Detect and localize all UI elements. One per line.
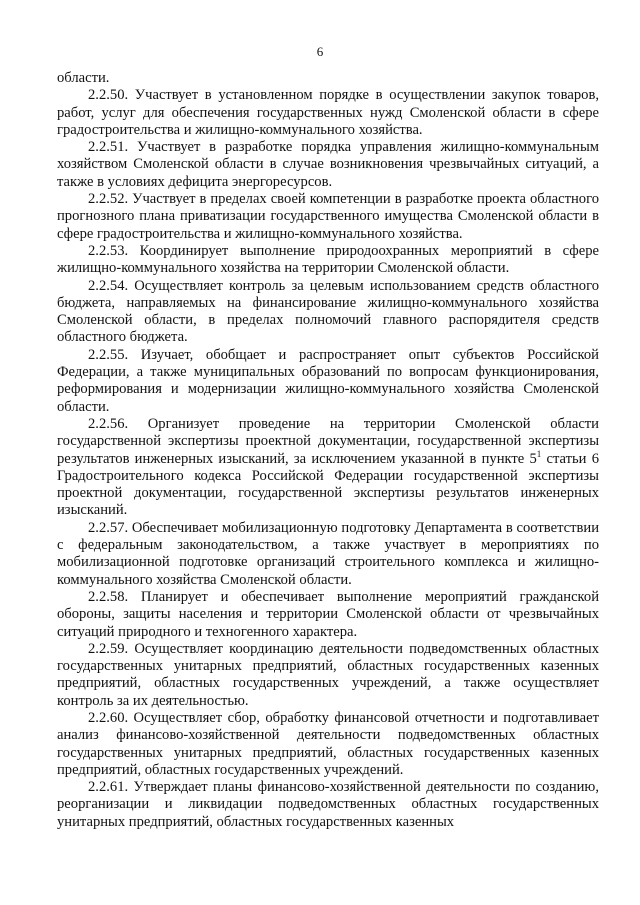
paragraph-2-2-60: 2.2.60. Осуществляет сбор, обработку финансовой отчетности и подготавливает анализ финансово-хозяйственной деятельности подведомственных областных государственных унитарных предприятий, областных государственных казенных предприятий, областных государственных учреждений.	[57, 709, 599, 778]
paragraph-2-2-53: 2.2.53. Координирует выполнение природоохранных мероприятий в сфере жилищно-коммунального хозяйства на территории Смоленской области.	[57, 242, 599, 277]
page-number: 6	[316, 44, 324, 59]
paragraph-2-2-58: 2.2.58. Планирует и обеспечивает выполнение мероприятий гражданской обороны, защиты населения и территории Смоленской области от чрезвычайных ситуаций природного и техногенного характера.	[57, 588, 599, 640]
footnote-superscript: 1	[536, 448, 542, 459]
paragraph-2-2-56-before: 2.2.56. Организует проведение на территории Смоленской области государственной экспертизы проектной документации, государственной экспертизы результатов инженерных изысканий, за исключением указанной в пункте 5	[57, 415, 599, 467]
paragraph-2-2-52: 2.2.52. Участвует в пределах своей компетенции в разработке проекта областного прогнозного плана приватизации государственного имущества Смоленской области в сфере градостроительства и жилищно-коммунального хозяйства.	[57, 191, 599, 242]
paragraph-2-2-55: 2.2.55. Изучает, обобщает и распространяет опыт субъектов Российской Федерации, а также муниципальных образований по вопросам функционирования, реформирования и модернизации жилищно-коммунального хозяйства Смоленской области.	[57, 346, 599, 415]
paragraph-2-2-59: 2.2.59. Осуществляет координацию деятельности подведомственных областных государственных унитарных предприятий, областных государственных казенных предприятий, областных государственных учреждений, а также осуществляет контроль за их деятельностью.	[57, 640, 599, 709]
paragraph-2-2-61: 2.2.61. Утверждает планы финансово-хозяйственной деятельности по созданию, реорганизации и ликвидации подведомственных областных государственных унитарных предприятий, областных государственных казенных	[57, 779, 599, 830]
document-body	[57, 70, 599, 831]
paragraph-2-2-50: 2.2.50. Участвует в установленном порядке в осуществлении закупок товаров, работ, услуг для обеспечения государственных нужд Смоленской области в сфере градостроительства и жилищно-коммунального хозяйства.	[57, 87, 599, 138]
paragraph-2-2-57: 2.2.57. Обеспечивает мобилизационную подготовку Департамента в соответствии с федеральным законодательством, а также участвует в мероприятиях по мобилизационной подготовке организаций строительного комплекса и жилищно-коммунального хозяйства Смоленской области.	[57, 519, 599, 588]
paragraph-2-2-54: 2.2.54. Осуществляет контроль за целевым использованием средств областного бюджета, направляемых на финансирование жилищно-коммунального хозяйства Смоленской области, в пределах полномочий главного распорядителя средств областного бюджета.	[57, 277, 599, 346]
paragraph-2-2-56-after: статьи 6 Градостроительного кодекса Российской Федерации государственной экспертизы проектной документации, государственной экспертизы результатов инженерных изысканий.	[57, 450, 599, 519]
paragraph-continuation: области.	[57, 70, 110, 86]
paragraph-2-2-56	[57, 416, 599, 520]
paragraph-2-2-51: 2.2.51. Участвует в разработке порядка управления жилищно-коммунальным хозяйством Смоленской области в случае возникновения чрезвычайных ситуаций, а также в условиях дефицита энергоресурсов.	[57, 139, 599, 190]
